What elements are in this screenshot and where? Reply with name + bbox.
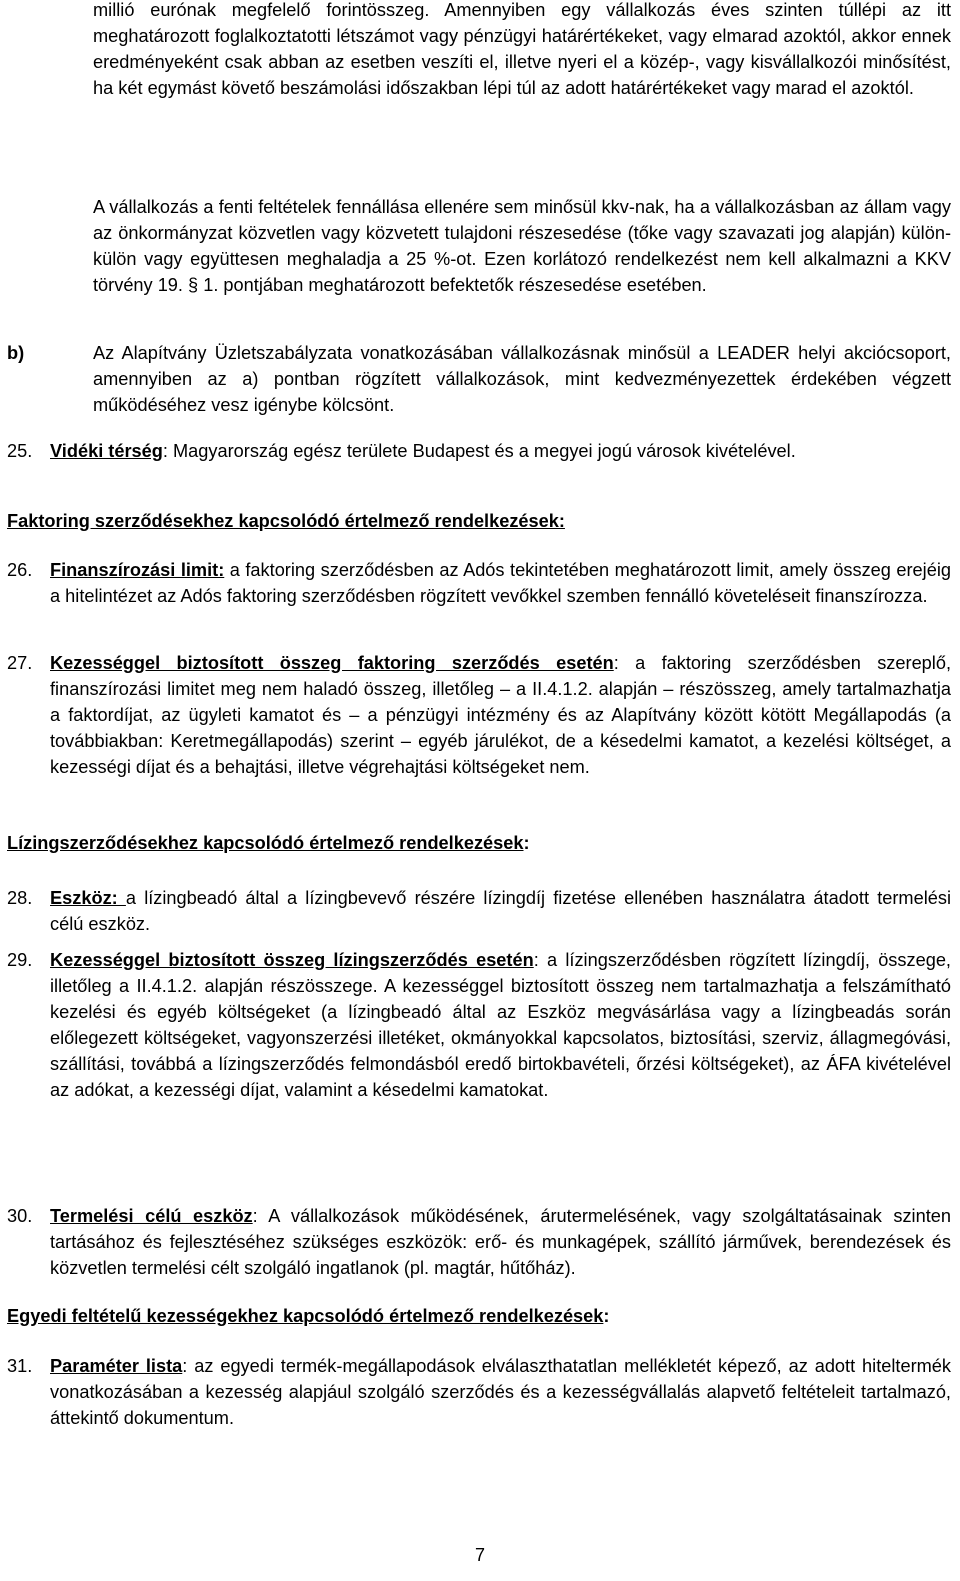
definition-number: 30.: [7, 1206, 33, 1226]
definition-text: a lízingszerződésben rögzített lízingdíj, összege, illetőleg a II.4.1.2. alapján részösszege. A kezességgel biztosított összeg nem tartalmazhatja a felszámítható kezelési és egyéb költségeket (a lízingbeadó által az Eszköz megvásárlása vagy a lízingbeadás során előlegezett költségeket, vagyonszerzési illetéket, okmányokkal kapcsolatos, biztosítási, szerviz, állagmegóvási, szállítási, továbbá a lízingszerződés felmondásból eredő birtokbavételi, őrzési költségeket), az ÁFA kivételével az adókat, a kezességi díjat, valamint a késedelmi kamatokat.: [50, 950, 951, 1100]
definition-term: Eszköz:: [50, 888, 126, 908]
definition-number: 29.: [7, 950, 33, 970]
heading-text: Egyedi feltételű kezességekhez kapcsolódó értelmező rendelkezések: [7, 1306, 604, 1326]
definition-body: [50, 885, 951, 937]
definition-text: a faktoring szerződésben szereplő, finanszírozási limitet meg nem haladó összeg, illetőleg – a II.4.1.2. alapján – részösszeg, amely tartalmazhatja a faktordíjat, az ügyleti kamatot és – a pénzügyi intézmény és az Alapítvány között kötött Megállapodás (a továbbiakban: Keretmegállapodás) szerint – egyéb járulékot, de a késedelmi kamatot, a kezelési költséget, a kezességi díjat és a behajtási, illetve végrehajtási költségeket nem.: [50, 653, 952, 777]
definition-term: Paraméter lista: [50, 1356, 183, 1376]
page-number: 7: [474, 1545, 485, 1565]
definition-separator: :: [252, 1206, 258, 1226]
definition-text: a faktoring szerződésben az Adós tekintetében meghatározott limit, amely összeg erejéig a hitelintézet az Adós faktoring szerződésben rögzített vevőkkel szemben fennálló követeléseit finanszírozza.: [50, 560, 951, 606]
definition-term: Kezességgel biztosított összeg faktoring szerződés esetén: [50, 653, 614, 673]
heading-colon: :: [523, 833, 530, 853]
section-heading-lizing: [7, 830, 951, 856]
item-text: Az Alapítvány Üzletszabályzata vonatkozásában vállalkozásnak minősül a LEADER helyi akciócsoport, amennyiben az a) pontban rögzített vállalkozások, mint kedvezményezettek érdekében végzett működéséhez vesz igénybe kölcsönt.: [93, 343, 951, 415]
definition-term: Kezességgel biztosított összeg lízingszerződés esetén: [50, 950, 534, 970]
paragraph-text: A vállalkozás a fenti feltételek fennállása ellenére sem minősül kkv-nak, ha a vállalkozásban az állam vagy az önkormányzat közvetlen vagy közvetett tulajdoni részesedése (tőke vagy szavazati jog alapján) külön-külön vagy együttesen meghaladja a 25 %-ot. Ezen korlátozó rendelkezést nem kell alkalmazni a KKV törvény 19. § 1. pontjában meghatározott befektetők részesedése esetében.: [93, 197, 951, 295]
definition-separator: :: [613, 653, 619, 673]
definition-separator: :: [182, 1356, 188, 1376]
definition-text: Magyarország egész területe Budapest és a megyei jogú városok kivételével.: [167, 441, 796, 461]
definition-text: az egyedi termék-megállapodások elválaszthatatlan mellékletét képező, az adott hiteltermék vonatkozásában a kezesség alapjául szolgáló szerződés és a kezességvállalás alapvető feltételeit tartalmazó, áttekintő dokumentum.: [50, 1356, 951, 1428]
definition-separator: :: [533, 950, 539, 970]
section-heading-egyedi: [7, 1303, 951, 1329]
item-body: [93, 340, 951, 418]
definition-number: 31.: [7, 1356, 33, 1376]
section-heading-faktoring: Faktoring szerződésekhez kapcsolódó értelmező rendelkezések:: [7, 511, 565, 531]
heading-text: Lízingszerződésekhez kapcsolódó értelmező rendelkezések: [7, 833, 524, 853]
definition-body: [50, 438, 951, 464]
definition-body: [50, 1203, 951, 1281]
definition-body: [50, 557, 951, 609]
definition-number: 25.: [7, 441, 33, 461]
definition-body: [50, 1353, 951, 1431]
definition-number: 28.: [7, 888, 33, 908]
definition-body: [50, 650, 951, 780]
paragraph-thresholds: [93, 0, 951, 101]
definition-text: A vállalkozások működésének, árutermelésének, vagy szolgáltatásainak szinten tartásához és fejlesztéséhez szükséges eszközök: erő- és munkagépek, szállító járművek, berendezések és közvetlen termelési célt szolgáló ingatlanok (pl. magtár, hűtőház).: [50, 1206, 951, 1278]
paragraph-kkv-exclusion: [93, 194, 951, 298]
definition-term: Termelési célú eszköz: [50, 1206, 253, 1226]
definition-number: 26.: [7, 560, 33, 580]
definition-body: [50, 947, 951, 1103]
definition-term: Finanszírozási limit:: [50, 560, 225, 580]
definition-number: 27.: [7, 653, 33, 673]
definition-separator: :: [162, 441, 168, 461]
definition-term: Vidéki térség: [50, 441, 163, 461]
item-marker: b): [7, 343, 25, 363]
heading-colon: :: [603, 1306, 610, 1326]
paragraph-text: millió eurónak megfelelő forintösszeg. Amennyiben egy vállalkozás éves szinten túllépi az itt meghatározott foglalkoztatotti létszámot vagy pénzügyi határértékeket, vagy elmarad azoktól, akkor ennek eredményeként csak abban az esetben veszíti el, illetve nyeri el a közép-, vagy kisvállalkozói minősítést, ha két egymást követő beszámolási időszakban lépi túl az adott határértékeket vagy marad el azoktól.: [93, 0, 951, 98]
definition-text: a lízingbeadó által a lízingbevevő részére lízingdíj fizetése ellenében használatra átadott termelési célú eszköz.: [50, 888, 951, 934]
